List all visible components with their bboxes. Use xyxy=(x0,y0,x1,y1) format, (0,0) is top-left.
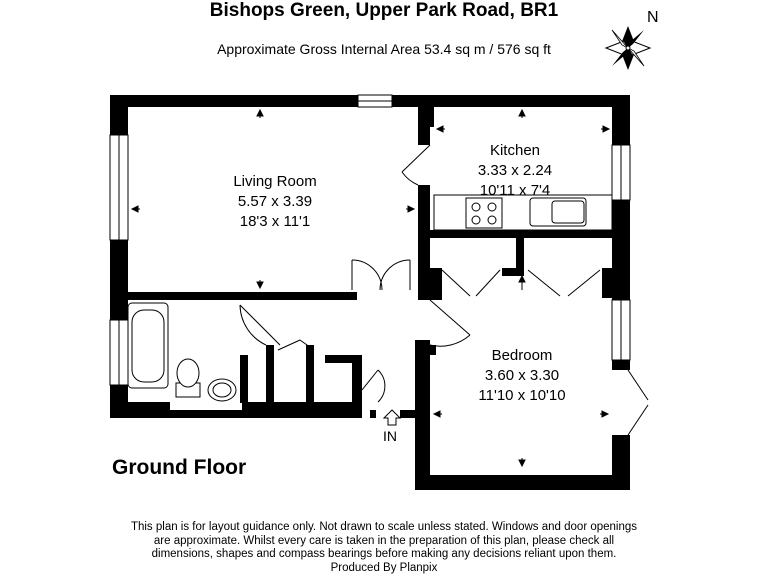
room-metric: 5.57 x 3.39 xyxy=(237,193,313,210)
plan-title: Bishops Green, Upper Park Road, BR1 xyxy=(209,0,559,21)
room-metric: 3.60 x 3.30 xyxy=(484,367,560,384)
disclaimer-credit: Produced By Planpix xyxy=(330,561,438,574)
area-subtitle: Approximate Gross Internal Area 53.4 sq m / 576 sq ft xyxy=(217,41,551,57)
room-metric: 3.33 x 2.24 xyxy=(477,162,553,179)
floor-label: Ground Floor xyxy=(112,456,247,479)
disclaimer xyxy=(0,521,768,575)
room-name: Living Room xyxy=(233,173,317,190)
compass-icon xyxy=(606,26,650,70)
room-imperial: 18'3 x 11'1 xyxy=(239,213,311,230)
disclaimer-line: This plan is for layout guidance only. Not drawn to scale unless stated. Windows and door openings xyxy=(130,521,638,533)
room-name: Kitchen xyxy=(489,142,541,159)
room-bedroom xyxy=(462,346,582,406)
disclaimer-line: dimensions, shapes and compass bearings before making any decisions reliant upon them. xyxy=(151,548,617,560)
disclaimer-line: are approximate. Whilst every care is taken in the preparation of this plan, please check all xyxy=(153,534,615,547)
room-kitchen xyxy=(455,141,575,201)
compass-north-label: N xyxy=(647,9,659,26)
room-imperial: 10'11 x 7'4 xyxy=(479,182,551,199)
room-imperial: 11'10 x 10'10 xyxy=(478,387,566,404)
room-name: Bedroom xyxy=(491,347,553,364)
room-living-room xyxy=(215,172,335,232)
windows xyxy=(110,95,630,385)
entrance-arrow-icon xyxy=(384,410,400,425)
entrance-label: IN xyxy=(383,428,397,444)
